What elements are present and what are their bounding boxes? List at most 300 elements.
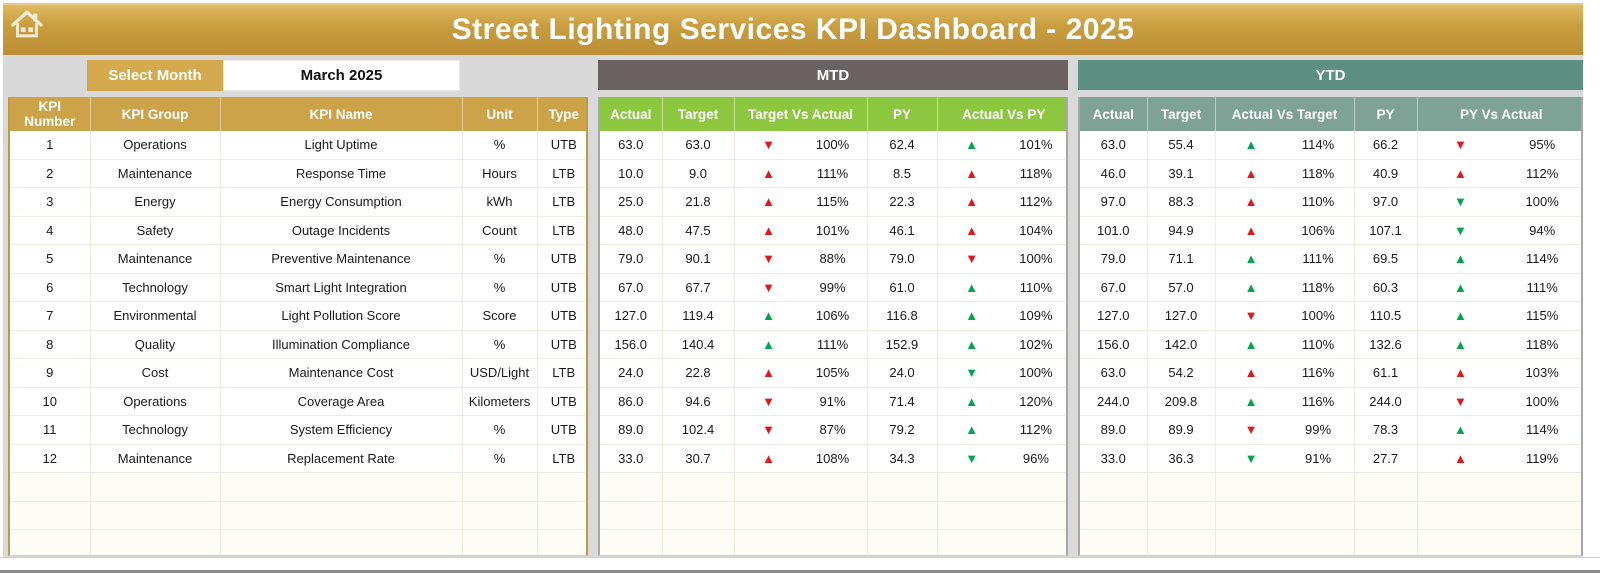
ytd-py-cell: 61.1 xyxy=(1354,359,1417,388)
ytd-py-vs-actual-cell xyxy=(1417,416,1583,445)
ytd-actual-vs-target-cell xyxy=(1215,302,1354,331)
col-header-ytd-actual: Actual xyxy=(1080,97,1147,131)
empty-cell xyxy=(1417,530,1583,557)
ytd-target-cell: 71.1 xyxy=(1147,245,1215,274)
mtd-table-row xyxy=(600,273,1068,302)
mtd-actual-cell: 79.0 xyxy=(600,245,662,274)
up-arrow-icon: ▲ xyxy=(1244,137,1258,153)
mtd-target-vs-actual-cell xyxy=(734,359,867,388)
up-arrow-icon: ▲ xyxy=(1453,251,1467,267)
trend-value: 111% xyxy=(816,336,849,352)
kpi-group-cell: Technology xyxy=(90,273,220,302)
ytd-actual-vs-target-cell xyxy=(1215,131,1354,159)
ytd-target-cell: 88.3 xyxy=(1147,188,1215,217)
kpi-group-cell: Maintenance xyxy=(90,159,220,188)
up-arrow-icon: ▲ xyxy=(762,450,775,466)
ytd-py-vs-actual-cell xyxy=(1417,159,1583,188)
kpi-unit-cell: Count xyxy=(462,216,537,245)
col-header-kpi-number: KPI Number xyxy=(10,97,90,131)
mtd-target-vs-actual-cell xyxy=(734,330,867,359)
empty-cell xyxy=(600,501,662,530)
mtd-actual-vs-py-cell xyxy=(937,444,1068,473)
empty-cell xyxy=(220,501,462,530)
kpi-name-cell: Light Pollution Score xyxy=(220,302,462,331)
ytd-py-vs-actual-cell xyxy=(1417,273,1583,302)
mtd-actual-vs-py-cell xyxy=(937,416,1068,445)
mtd-actual-vs-py-cell xyxy=(937,131,1068,159)
ytd-table-row xyxy=(1080,416,1583,445)
empty-row xyxy=(10,530,588,557)
ytd-actual-cell: 46.0 xyxy=(1080,159,1147,188)
kpi-type-cell: LTB xyxy=(537,159,588,188)
kpi-unit-cell: % xyxy=(462,245,537,274)
month-dropdown[interactable]: March 2025 xyxy=(223,60,460,91)
ytd-py-cell: 66.2 xyxy=(1354,131,1417,159)
mtd-target-vs-actual-cell xyxy=(734,159,867,188)
kpi-group-cell: Maintenance xyxy=(90,444,220,473)
mtd-target-cell: 9.0 xyxy=(662,159,734,188)
ytd-py-cell: 244.0 xyxy=(1354,387,1417,416)
ytd-py-vs-actual-cell xyxy=(1417,444,1583,473)
trend-value: 101% xyxy=(815,222,850,238)
kpi-number-cell: 7 xyxy=(10,302,90,331)
down-arrow-icon: ▼ xyxy=(965,365,979,381)
trend-value: 110% xyxy=(1301,194,1335,210)
mtd-py-cell: 62.4 xyxy=(867,131,937,159)
up-arrow-icon: ▲ xyxy=(1244,393,1258,409)
empty-cell xyxy=(1215,473,1354,502)
trend-value: 114% xyxy=(1525,422,1559,438)
ytd-actual-cell: 127.0 xyxy=(1080,302,1147,331)
mtd-table-row xyxy=(600,444,1068,473)
ytd-target-cell: 94.9 xyxy=(1147,216,1215,245)
up-arrow-icon: ▲ xyxy=(965,165,979,181)
kpi-group-cell: Environmental xyxy=(90,302,220,331)
col-header-unit: Unit xyxy=(462,97,537,131)
col-header-kpi-name: KPI Name xyxy=(220,97,462,131)
ytd-actual-cell: 63.0 xyxy=(1080,359,1147,388)
ytd-actual-vs-target-cell xyxy=(1215,188,1354,217)
down-arrow-icon: ▼ xyxy=(762,137,775,153)
empty-cell xyxy=(1080,501,1147,530)
empty-cell xyxy=(867,501,937,530)
empty-cell xyxy=(1354,530,1417,557)
ytd-actual-vs-target-cell xyxy=(1215,444,1354,473)
trend-value: 118% xyxy=(1525,336,1559,352)
up-arrow-icon: ▲ xyxy=(1244,279,1258,295)
ytd-target-cell: 127.0 xyxy=(1147,302,1215,331)
kpi-type-cell: UTB xyxy=(537,131,588,159)
empty-row xyxy=(1080,501,1583,530)
col-header-mtd-actual-vs-py: Actual Vs PY xyxy=(937,97,1068,131)
up-arrow-icon: ▲ xyxy=(1244,222,1258,238)
ytd-py-cell: 97.0 xyxy=(1354,188,1417,217)
empty-cell xyxy=(10,530,90,557)
mtd-table-row xyxy=(600,216,1068,245)
ytd-actual-cell: 33.0 xyxy=(1080,444,1147,473)
kpi-name-cell: Illumination Compliance xyxy=(220,330,462,359)
ytd-table-row xyxy=(1080,273,1583,302)
trend-value: 91% xyxy=(1304,450,1332,466)
trend-value: 115% xyxy=(1525,308,1559,324)
mtd-table-row xyxy=(600,131,1068,159)
mtd-table-row xyxy=(600,302,1068,331)
trend-value: 100% xyxy=(1525,194,1559,210)
kpi-table-row xyxy=(10,387,588,416)
mtd-table-row xyxy=(600,330,1068,359)
empty-cell xyxy=(537,501,588,530)
empty-cell xyxy=(537,530,588,557)
down-arrow-icon: ▼ xyxy=(965,450,979,466)
empty-cell xyxy=(90,501,220,530)
empty-cell xyxy=(734,473,867,502)
mtd-target-vs-actual-cell xyxy=(734,387,867,416)
trend-value: 109% xyxy=(1019,308,1053,324)
ytd-actual-vs-target-cell xyxy=(1215,387,1354,416)
down-arrow-icon: ▼ xyxy=(965,251,979,267)
ytd-py-vs-actual-cell xyxy=(1417,330,1583,359)
kpi-type-cell: LTB xyxy=(537,444,588,473)
empty-cell xyxy=(1354,501,1417,530)
kpi-unit-cell: % xyxy=(462,273,537,302)
ytd-table-row xyxy=(1080,188,1583,217)
ytd-table-row xyxy=(1080,159,1583,188)
trend-value: 110% xyxy=(1301,336,1335,352)
kpi-group-cell: Quality xyxy=(90,330,220,359)
kpi-unit-cell: kWh xyxy=(462,188,537,217)
ytd-actual-cell: 244.0 xyxy=(1080,387,1147,416)
ytd-actual-vs-target-cell xyxy=(1215,159,1354,188)
mtd-table-row xyxy=(600,159,1068,188)
trend-value: 119% xyxy=(1525,450,1559,466)
ytd-actual-vs-target-cell xyxy=(1215,245,1354,274)
kpi-name-cell: Coverage Area xyxy=(220,387,462,416)
trend-value: 106% xyxy=(1301,222,1335,238)
ytd-actual-cell: 97.0 xyxy=(1080,188,1147,217)
ytd-py-cell: 40.9 xyxy=(1354,159,1417,188)
up-arrow-icon: ▲ xyxy=(965,308,979,324)
up-arrow-icon: ▲ xyxy=(1244,165,1258,181)
mtd-actual-vs-py-cell xyxy=(937,359,1068,388)
ytd-py-cell: 107.1 xyxy=(1354,216,1417,245)
trend-value: 118% xyxy=(1301,279,1335,295)
up-arrow-icon: ▲ xyxy=(762,222,775,238)
kpi-group-cell: Energy xyxy=(90,188,220,217)
kpi-group-cell: Safety xyxy=(90,216,220,245)
col-header-ytd-actual-vs-target: Actual Vs Target xyxy=(1215,97,1354,131)
kpi-number-cell: 12 xyxy=(10,444,90,473)
ytd-py-vs-actual-cell xyxy=(1417,245,1583,274)
empty-cell xyxy=(734,530,867,557)
ytd-py-cell: 132.6 xyxy=(1354,330,1417,359)
mtd-py-cell: 61.0 xyxy=(867,273,937,302)
trend-value: 91% xyxy=(819,393,846,409)
empty-cell xyxy=(867,530,937,557)
ytd-target-cell: 57.0 xyxy=(1147,273,1215,302)
up-arrow-icon: ▲ xyxy=(965,422,979,438)
kpi-table-row xyxy=(10,245,588,274)
kpi-type-cell: LTB xyxy=(537,188,588,217)
mtd-py-cell: 79.2 xyxy=(867,416,937,445)
ytd-actual-cell: 101.0 xyxy=(1080,216,1147,245)
ytd-target-cell: 36.3 xyxy=(1147,444,1215,473)
trend-value: 118% xyxy=(1301,165,1335,181)
ytd-target-cell: 55.4 xyxy=(1147,131,1215,159)
mtd-py-cell: 8.5 xyxy=(867,159,937,188)
kpi-unit-cell: Score xyxy=(462,302,537,331)
kpi-name-cell: Smart Light Integration xyxy=(220,273,462,302)
kpi-name-cell: Replacement Rate xyxy=(220,444,462,473)
empty-cell xyxy=(1147,501,1215,530)
empty-cell xyxy=(220,473,462,502)
mtd-actual-cell: 156.0 xyxy=(600,330,662,359)
kpi-unit-cell: USD/Light xyxy=(462,359,537,388)
empty-row xyxy=(600,501,1068,530)
up-arrow-icon: ▲ xyxy=(965,336,979,352)
down-arrow-icon: ▼ xyxy=(1453,137,1467,153)
down-arrow-icon: ▼ xyxy=(1244,450,1258,466)
ytd-table-row xyxy=(1080,302,1583,331)
mtd-target-cell: 102.4 xyxy=(662,416,734,445)
ytd-py-cell: 60.3 xyxy=(1354,273,1417,302)
up-arrow-icon: ▲ xyxy=(965,137,979,153)
kpi-unit-cell: % xyxy=(462,131,537,159)
trend-value: 115% xyxy=(816,194,849,210)
trend-value: 100% xyxy=(1525,393,1559,409)
empty-cell xyxy=(1417,473,1583,502)
trend-value: 95% xyxy=(1529,137,1556,153)
ytd-target-cell: 142.0 xyxy=(1147,330,1215,359)
trend-value: 96% xyxy=(1022,450,1049,466)
mtd-target-cell: 63.0 xyxy=(662,131,734,159)
kpi-group-cell: Technology xyxy=(90,416,220,445)
kpi-group-cell: Operations xyxy=(90,131,220,159)
kpi-name-cell: Maintenance Cost xyxy=(220,359,462,388)
empty-cell xyxy=(1147,530,1215,557)
kpi-unit-cell: % xyxy=(462,330,537,359)
trend-value: 99% xyxy=(1304,422,1332,438)
ytd-table-row xyxy=(1080,216,1583,245)
kpi-table-row xyxy=(10,330,588,359)
col-header-ytd-py: PY xyxy=(1354,97,1417,131)
kpi-table-row xyxy=(10,131,588,159)
trend-value: 114% xyxy=(1301,137,1335,153)
down-arrow-icon: ▼ xyxy=(1453,194,1467,210)
ytd-target-cell: 54.2 xyxy=(1147,359,1215,388)
kpi-type-cell: LTB xyxy=(537,216,588,245)
kpi-name-cell: Outage Incidents xyxy=(220,216,462,245)
empty-cell xyxy=(462,501,537,530)
mtd-table-row xyxy=(600,387,1068,416)
empty-cell xyxy=(220,530,462,557)
empty-row xyxy=(1080,530,1583,557)
mtd-py-cell: 116.8 xyxy=(867,302,937,331)
down-arrow-icon: ▼ xyxy=(1453,393,1467,409)
ytd-table xyxy=(1078,97,1583,556)
up-arrow-icon: ▲ xyxy=(1244,336,1258,352)
ytd-header-row xyxy=(1080,97,1583,131)
ytd-actual-vs-target-cell xyxy=(1215,273,1354,302)
trend-value: 100% xyxy=(1301,308,1335,324)
home-icon xyxy=(10,8,44,42)
kpi-type-cell: LTB xyxy=(537,359,588,388)
trend-value: 99% xyxy=(819,279,846,295)
kpi-table-row xyxy=(10,359,588,388)
mtd-header-row xyxy=(600,97,1068,131)
kpi-table-row xyxy=(10,302,588,331)
trend-value: 87% xyxy=(819,422,846,438)
trend-value: 108% xyxy=(815,450,850,466)
ytd-actual-cell: 156.0 xyxy=(1080,330,1147,359)
mtd-actual-cell: 33.0 xyxy=(600,444,662,473)
kpi-number-cell: 2 xyxy=(10,159,90,188)
kpi-unit-cell: Kilometers xyxy=(462,387,537,416)
mtd-py-cell: 34.3 xyxy=(867,444,937,473)
kpi-name-cell: Light Uptime xyxy=(220,131,462,159)
kpi-name-cell: Energy Consumption xyxy=(220,188,462,217)
kpi-type-cell: UTB xyxy=(537,245,588,274)
ytd-py-vs-actual-cell xyxy=(1417,387,1583,416)
mtd-actual-vs-py-cell xyxy=(937,216,1068,245)
empty-cell xyxy=(1215,530,1354,557)
mtd-actual-vs-py-cell xyxy=(937,245,1068,274)
mtd-section-header: MTD xyxy=(598,60,1068,90)
up-arrow-icon: ▲ xyxy=(1453,365,1467,381)
mtd-target-vs-actual-cell xyxy=(734,188,867,217)
empty-cell xyxy=(734,501,867,530)
trend-value: 103% xyxy=(1525,365,1559,381)
ytd-table-row xyxy=(1080,330,1583,359)
ytd-py-vs-actual-cell xyxy=(1417,359,1583,388)
empty-cell xyxy=(90,530,220,557)
mtd-target-cell: 140.4 xyxy=(662,330,734,359)
ytd-py-cell: 69.5 xyxy=(1354,245,1417,274)
col-header-ytd-target: Target xyxy=(1147,97,1215,131)
mtd-actual-vs-py-cell xyxy=(937,273,1068,302)
ytd-py-vs-actual-cell xyxy=(1417,216,1583,245)
empty-cell xyxy=(600,473,662,502)
empty-cell xyxy=(662,501,734,530)
trend-value: 116% xyxy=(1301,393,1335,409)
empty-cell xyxy=(1354,473,1417,502)
trend-value: 112% xyxy=(1525,165,1559,181)
trend-value: 110% xyxy=(1019,279,1053,295)
mtd-target-cell: 119.4 xyxy=(662,302,734,331)
empty-cell xyxy=(937,530,1068,557)
kpi-table-row xyxy=(10,444,588,473)
trend-value: 101% xyxy=(1019,137,1053,153)
mtd-target-vs-actual-cell xyxy=(734,302,867,331)
col-header-mtd-target: Target xyxy=(662,97,734,131)
kpi-type-cell: UTB xyxy=(537,387,588,416)
empty-cell xyxy=(1080,473,1147,502)
up-arrow-icon: ▲ xyxy=(1244,194,1258,210)
kpi-number-cell: 11 xyxy=(10,416,90,445)
trend-value: 112% xyxy=(1019,194,1053,210)
up-arrow-icon: ▲ xyxy=(965,393,979,409)
empty-row xyxy=(600,530,1068,557)
empty-cell xyxy=(10,501,90,530)
empty-cell xyxy=(462,530,537,557)
trend-value: 106% xyxy=(815,308,850,324)
mtd-target-vs-actual-cell xyxy=(734,444,867,473)
mtd-actual-cell: 127.0 xyxy=(600,302,662,331)
trend-value: 118% xyxy=(1019,165,1053,181)
mtd-target-vs-actual-cell xyxy=(734,245,867,274)
ytd-actual-cell: 63.0 xyxy=(1080,131,1147,159)
kpi-table-row xyxy=(10,416,588,445)
kpi-number-cell: 9 xyxy=(10,359,90,388)
trend-value: 111% xyxy=(1526,279,1558,295)
mtd-actual-cell: 67.0 xyxy=(600,273,662,302)
empty-cell xyxy=(937,473,1068,502)
mtd-actual-cell: 10.0 xyxy=(600,159,662,188)
window-bottom-edge xyxy=(0,557,1600,573)
up-arrow-icon: ▲ xyxy=(1453,308,1467,324)
down-arrow-icon: ▼ xyxy=(762,393,775,409)
up-arrow-icon: ▲ xyxy=(762,365,775,381)
trend-value: 111% xyxy=(816,165,849,181)
mtd-actual-cell: 89.0 xyxy=(600,416,662,445)
ytd-table-row xyxy=(1080,131,1583,159)
ytd-section-header: YTD xyxy=(1078,60,1583,90)
select-month-label: Select Month xyxy=(87,60,223,91)
up-arrow-icon: ▲ xyxy=(762,336,775,352)
trend-value: 102% xyxy=(1019,336,1053,352)
ytd-table-row xyxy=(1080,387,1583,416)
empty-cell xyxy=(1147,473,1215,502)
up-arrow-icon: ▲ xyxy=(1453,336,1467,352)
up-arrow-icon: ▲ xyxy=(762,165,775,181)
down-arrow-icon: ▼ xyxy=(762,279,775,295)
mtd-target-vs-actual-cell xyxy=(734,216,867,245)
ytd-actual-cell: 89.0 xyxy=(1080,416,1147,445)
mtd-actual-vs-py-cell xyxy=(937,302,1068,331)
mtd-actual-vs-py-cell xyxy=(937,330,1068,359)
trend-value: 116% xyxy=(1301,365,1335,381)
mtd-target-vs-actual-cell xyxy=(734,273,867,302)
up-arrow-icon: ▲ xyxy=(965,279,979,295)
empty-cell xyxy=(662,473,734,502)
empty-cell xyxy=(662,530,734,557)
kpi-unit-cell: Hours xyxy=(462,159,537,188)
trend-value: 100% xyxy=(1019,365,1053,381)
ytd-py-cell: 78.3 xyxy=(1354,416,1417,445)
col-header-mtd-py: PY xyxy=(867,97,937,131)
ytd-py-cell: 110.5 xyxy=(1354,302,1417,331)
trend-value: 100% xyxy=(1019,251,1053,267)
mtd-actual-vs-py-cell xyxy=(937,387,1068,416)
up-arrow-icon: ▲ xyxy=(965,194,979,210)
kpi-number-cell: 10 xyxy=(10,387,90,416)
empty-row xyxy=(10,501,588,530)
mtd-table-row xyxy=(600,359,1068,388)
trend-value: 114% xyxy=(1525,251,1559,267)
trend-value: 94% xyxy=(1529,222,1556,238)
kpi-number-cell: 1 xyxy=(10,131,90,159)
mtd-py-cell: 24.0 xyxy=(867,359,937,388)
up-arrow-icon: ▲ xyxy=(762,308,775,324)
ytd-target-cell: 39.1 xyxy=(1147,159,1215,188)
kpi-header-row xyxy=(10,97,588,131)
mtd-target-cell: 22.8 xyxy=(662,359,734,388)
empty-cell xyxy=(1417,501,1583,530)
mtd-target-cell: 90.1 xyxy=(662,245,734,274)
ytd-target-cell: 89.9 xyxy=(1147,416,1215,445)
empty-cell xyxy=(10,473,90,502)
kpi-table-row xyxy=(10,216,588,245)
home-button[interactable] xyxy=(8,6,46,44)
